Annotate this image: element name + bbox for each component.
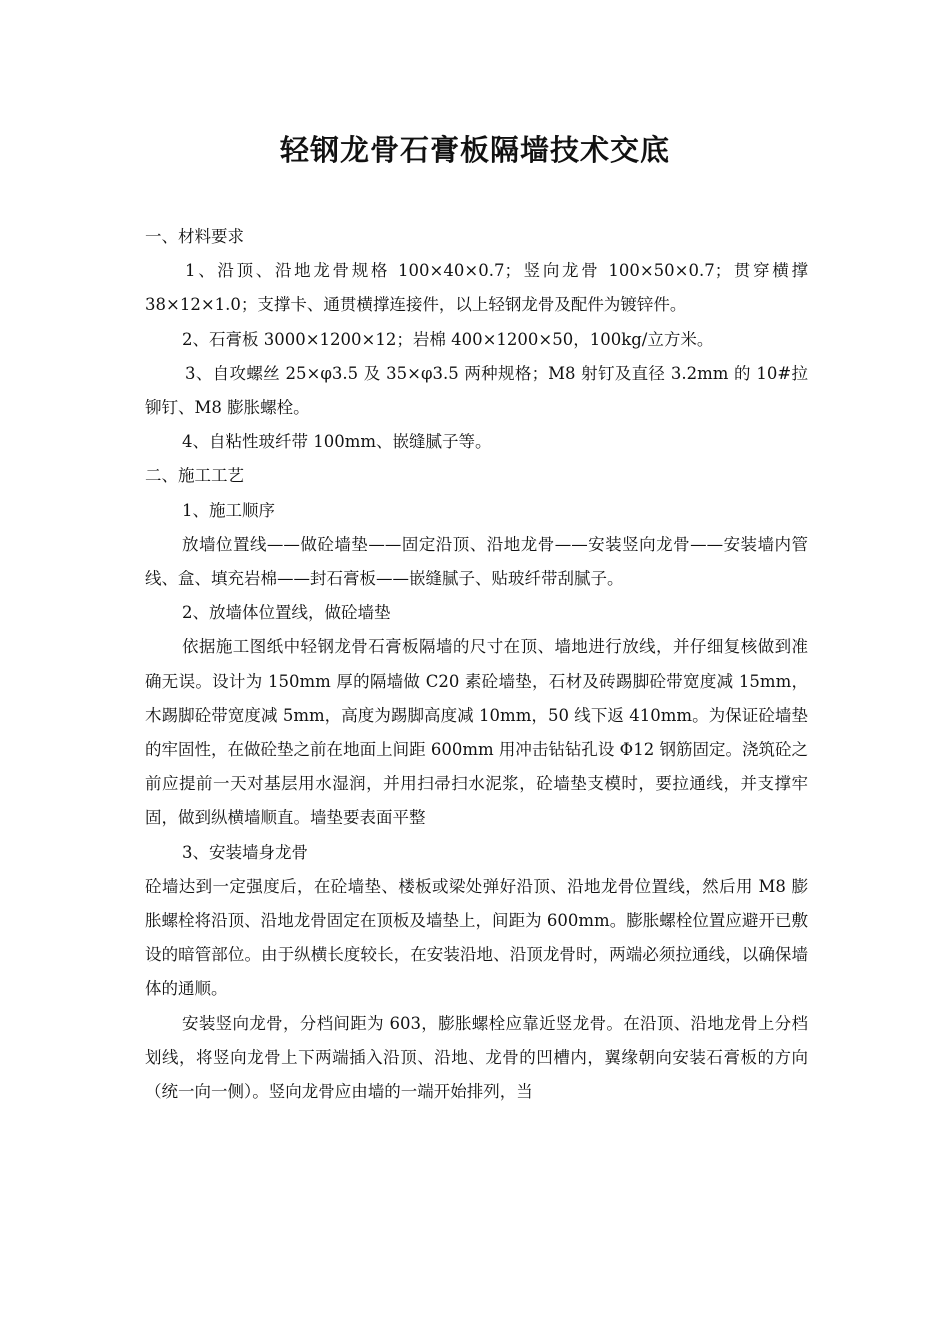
section-heading-process: 二、施工工艺: [145, 466, 244, 486]
paragraph-material-1: 1、沿顶、沿地龙骨规格 100×40×0.7；竖向龙骨 100×50×0.7；贯穿横撑 38×12×1.0；支撑卡、通贯横撑连接件，以上轻钢龙骨及配件为镀锌件。: [145, 261, 808, 315]
document-body: [145, 220, 808, 1109]
paragraph-install-keel: 砼墙达到一定强度后，在砼墙垫、楼板或梁处弹好沿顶、沿地龙骨位置线，然后用 M8 膨胀螺栓将沿顶、沿地龙骨固定在顶板及墙垫上，间距为 600mm。膨胀螺栓位置应避开已敷设的暗管部位。由于纵横长度较长，在安装沿地、沿顶龙骨时，两端必须拉通线，以确保墙体的通顺。: [145, 876, 808, 999]
paragraph-sequence: 放墙位置线——做砼墙垫——固定沿顶、沿地龙骨——安装竖向龙骨——安装墙内管线、盒、填充岩棉——封石膏板——嵌缝腻子、贴玻纤带刮腻子。: [145, 534, 808, 589]
paragraph-vertical-keel: 安装竖向龙骨，分档间距为 603，膨胀螺栓应靠近竖龙骨。在沿顶、沿地龙骨上分档划线，将竖向龙骨上下两端插入沿顶、沿地、龙骨的凹槽内，翼缘朝向安装石膏板的方向（统一向一侧）。竖向龙骨应由墙的一端开始排列，当: [145, 1013, 808, 1102]
paragraph-layout-line: 依据施工图纸中轻钢龙骨石膏板隔墙的尺寸在顶、墙地进行放线，并仔细复核做到准确无误。设计为 150mm 厚的隔墙做 C20 素砼墙垫，石材及砖踢脚砼带宽度减 15mm，木踢脚砼带宽度减 5mm，高度为踢脚高度减 10mm，50 线下返 410mm。为保证砼墙垫的牢固性，在做砼垫之前在地面上间距 600mm 用冲击钻钻孔设 Φ12 钢筋固定。浇筑砼之前应提前一天对基层用水湿润，并用扫帚扫水泥浆，砼墙垫支模时，要拉通线，并支撑牢固，做到纵横墙顺直。墙垫要表面平整: [145, 637, 808, 828]
paragraph-material-4: 4、自粘性玻纤带 100mm、嵌缝腻子等。: [182, 432, 492, 452]
paragraph-material-3: 3、自攻螺丝 25×φ3.5 及 35×φ3.5 两种规格；M8 射钉及直径 3.2mm 的 10#拉铆钉、M8 膨胀螺栓。: [145, 363, 808, 418]
document-title: 轻钢龙骨石膏板隔墙技术交底: [279, 133, 670, 167]
section-heading-materials: 一、材料要求: [145, 227, 244, 246]
subheading-layout-line: 2、放墙体位置线，做砼墙垫: [182, 603, 391, 623]
subheading-install-keel: 3、安装墙身龙骨: [182, 842, 308, 862]
subheading-sequence: 1、施工顺序: [182, 500, 275, 520]
paragraph-material-2: 2、石膏板 3000×1200×12；岩棉 400×1200×50，100kg/立方米。: [182, 329, 714, 349]
